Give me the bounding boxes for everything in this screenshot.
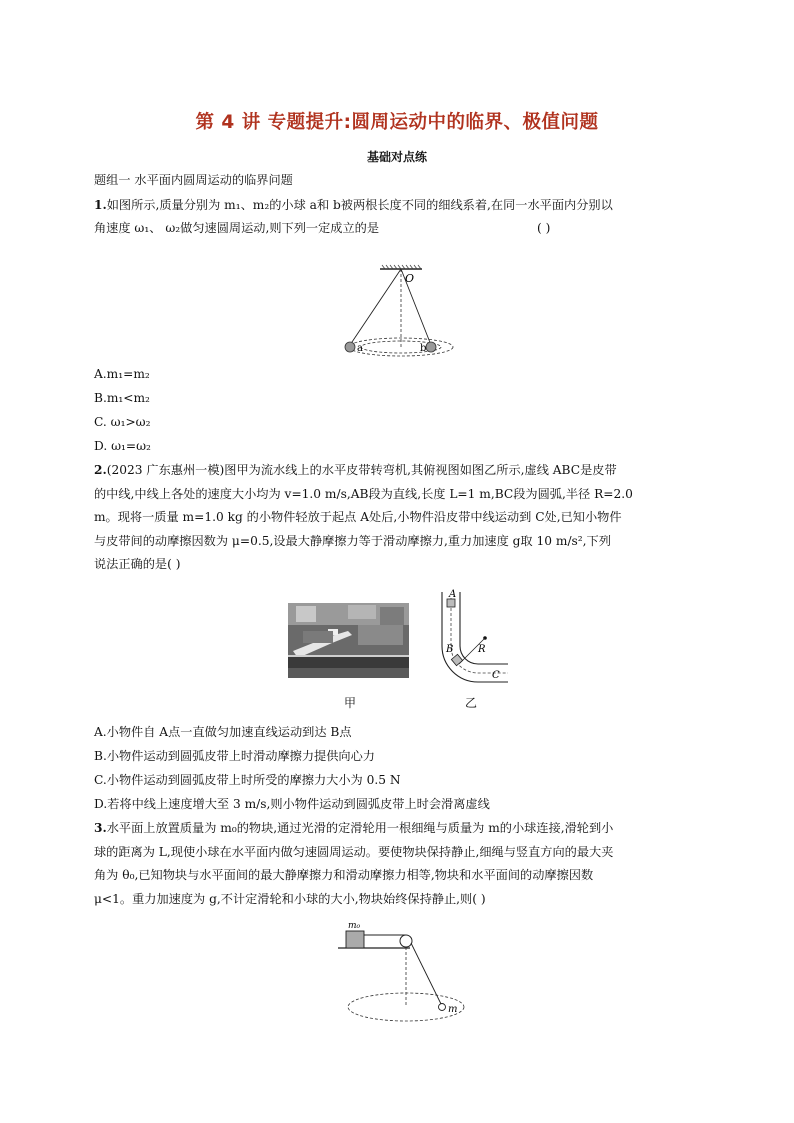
q1-pivot-label: O [405, 272, 415, 285]
q2-line-4: 与皮带间的动摩擦因数为 μ=0.5,设最大静摩擦力等于滑动摩擦力,重力加速度 g取 10 m/s²,下列 [94, 534, 611, 548]
q3-block-label: m₀ [348, 921, 361, 931]
q3-pulley-figure [334, 915, 484, 1025]
q2-option-d: D.若将中线上速度增大至 3 m/s,则小物件运动到圆弧皮带上时会滑离虚线 [94, 797, 490, 811]
q2-line-5: 说法正确的是( ) [94, 557, 181, 571]
q2-point-c-label: C [492, 670, 500, 681]
q3-number: 3. [94, 821, 107, 835]
q3-line-1 [94, 820, 613, 837]
q1-answer-bracket: ( ) [537, 221, 551, 235]
q3-ball-label: m [448, 1004, 458, 1015]
q2-conveyor-photo [288, 603, 409, 678]
page-title: 第 4 讲 专题提升:圆周运动中的临界、极值问题 [195, 112, 599, 133]
q2-belt-topview-diagram [438, 588, 510, 686]
q2-line-1 [94, 462, 617, 479]
q2-option-c: C.小物件运动到圆弧皮带上时所受的摩擦力大小为 0.5 N [94, 773, 401, 787]
section-heading: 基础对点练 [366, 150, 427, 164]
q2-caption-jia: 甲 [344, 696, 357, 710]
q1-text-2: 角速度 ω₁、 ω₂做匀速圆周运动,则下列一定成立的是 [94, 221, 380, 235]
q3-line-2: 球的距离为 L,现使小球在水平面内做匀速圆周运动。要使物块保持静止,细绳与竖直方向的最大夹 [94, 845, 614, 859]
q1-number: 1. [94, 198, 107, 212]
q2-radius-label: R [478, 644, 486, 655]
q1-ball-a-label: a [357, 343, 363, 354]
q2-option-a: A.小物件自 A点一直做匀加速直线运动到达 B点 [94, 725, 352, 739]
q3-line-3: 角为 θ₀,已知物块与水平面间的最大静摩擦力和滑动摩擦力相等,物块和水平面间的动摩擦因数 [94, 868, 594, 882]
q2-text-1: (2023 广东惠州一模)图甲为流水线上的水平皮带转弯机,其俯视图如图乙所示,虚线 ABC是皮带 [106, 463, 617, 477]
q1-line-1 [94, 197, 613, 214]
q1-option-c: C. ω₁>ω₂ [94, 415, 151, 429]
q1-conical-pendulum-figure [330, 262, 470, 362]
q1-option-a: A.m₁=m₂ [94, 367, 150, 381]
q3-line-4: μ<1。重力加速度为 g,不计定滑轮和小球的大小,物块始终保持静止,则( ) [94, 892, 486, 906]
q2-caption-yi: 乙 [465, 696, 478, 710]
q2-option-b: B.小物件运动到圆弧皮带上时滑动摩擦力提供向心力 [94, 749, 375, 763]
q1-line-2 [94, 220, 379, 237]
q1-ball-b-label: b [420, 343, 427, 354]
q2-point-b-label: B [446, 644, 454, 655]
q1-text-1: 如图所示,质量分别为 m₁、m₂的小球 a和 b被两根长度不同的细线系着,在同一水平面内分别以 [106, 198, 613, 212]
q2-line-3: m。现将一质量 m=1.0 kg 的小物件轻放于起点 A处后,小物件沿皮带中线运动到 C处,已知小物件 [94, 510, 622, 524]
q1-option-b: B.m₁<m₂ [94, 391, 150, 405]
q2-point-a-label: A [449, 589, 457, 600]
q3-text-1: 水平面上放置质量为 m₀的物块,通过光滑的定滑轮用一根细绳与质量为 m的小球连接,滑轮到小 [106, 821, 614, 835]
group-heading: 题组一 水平面内圆周运动的临界问题 [94, 173, 293, 187]
q1-option-d: D. ω₁=ω₂ [94, 439, 151, 453]
q2-line-2: 的中线,中线上各处的速度大小均为 v=1.0 m/s,AB段为直线,长度 L=1 m,BC段为圆弧,半径 R=2.0 [94, 487, 633, 501]
q2-number: 2. [94, 463, 107, 477]
